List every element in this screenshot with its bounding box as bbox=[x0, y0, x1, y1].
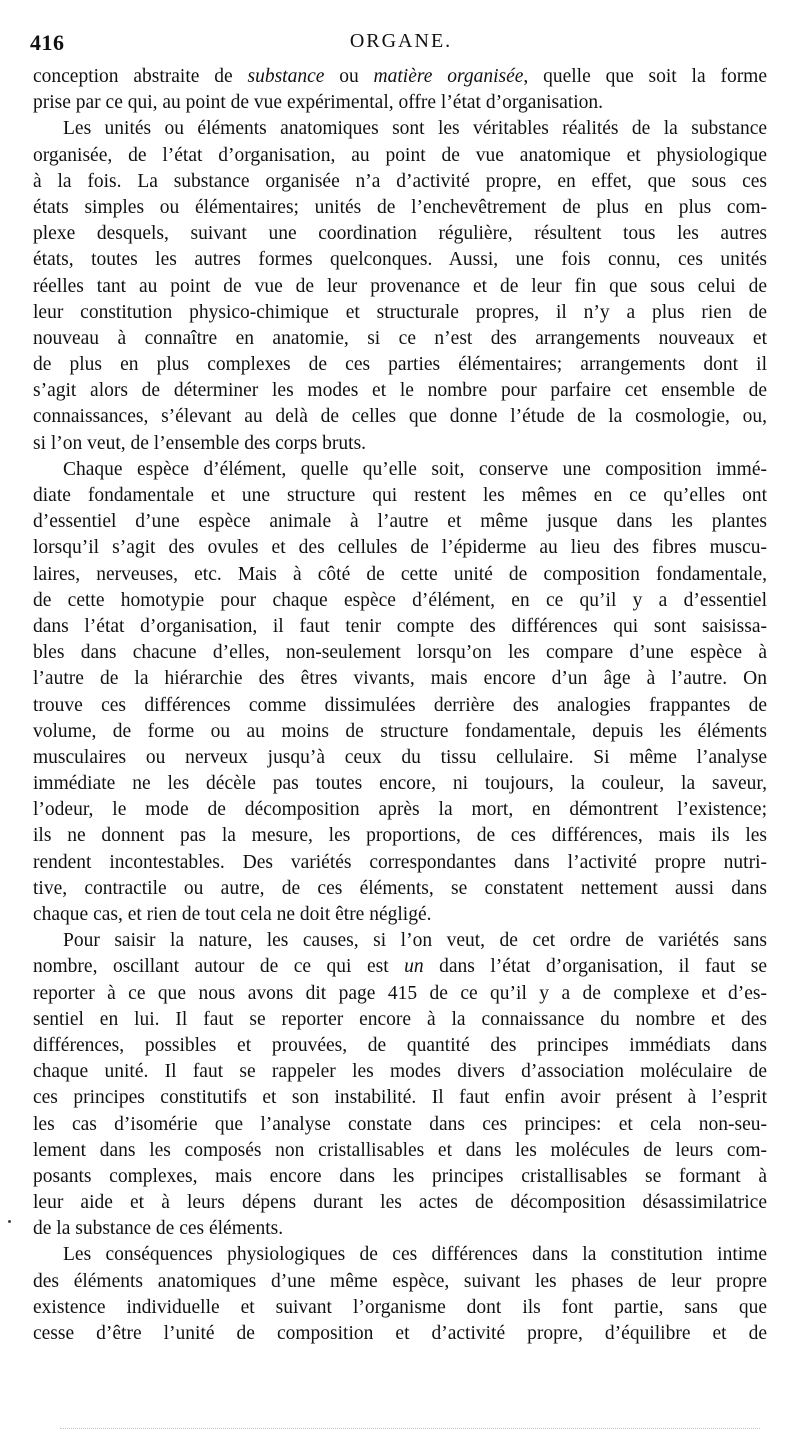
text-line bbox=[33, 954, 767, 980]
text-line: de plus en plus complexes de ces parties élémentaires; arrangements dont il bbox=[33, 354, 767, 376]
text-line: bles dans chacune d’elles, non-seulement lorsqu’on les compare d’une espèce à bbox=[33, 642, 767, 664]
text-line: à la fois. La substance organisée n’a d’activité propre, en effet, que sous ces bbox=[33, 170, 767, 192]
text-line: différences, possibles et prouvées, de quantité des principes immédiats dans bbox=[33, 1034, 767, 1056]
text-line: Les unités ou éléments anatomiques sont les véritables réalités de la substance bbox=[63, 118, 767, 140]
text-line: de cette homotypie pour chaque espèce d’élément, en ce qu’il y a d’essentiel bbox=[33, 589, 767, 611]
text-run: nombre, oscillant autour de ce qui est bbox=[33, 956, 405, 978]
paragraph bbox=[33, 64, 767, 116]
text-line: lorsqu’il s’agit des ovules et des cellules de l’épiderme au lieu des fibres muscu- bbox=[33, 537, 767, 559]
text-line: états, toutes les autres formes quelconques. Aussi, une fois connu, ces unités bbox=[33, 249, 767, 271]
italic-term: un bbox=[404, 956, 424, 978]
paragraph bbox=[33, 1242, 767, 1347]
text-line: organisée, de l’état d’organisation, au point de vue anatomique et physiologique bbox=[33, 144, 767, 166]
text-line: laires, nerveuses, etc. Mais à côté de cette unité de composition fondamentale, bbox=[33, 563, 767, 585]
text-line: cesse d’être l’unité de composition et d’activité propre, d’équilibre et de bbox=[33, 1323, 767, 1344]
text-line: leur aide et à leurs dépens durant les actes de décomposition désassimilatrice bbox=[33, 1192, 767, 1214]
text-line: leur constitution physico-chimique et structurale propres, il n’y a plus rien de bbox=[33, 301, 767, 323]
italic-term: substance bbox=[247, 66, 325, 87]
text-line: d’essentiel d’une espèce animale à l’autre et même jusque dans les plantes bbox=[33, 511, 767, 533]
bleed-through-line bbox=[60, 1428, 760, 1435]
text-line: réelles tant au point de vue de leur provenance et de leur fin que sous celui de bbox=[33, 275, 767, 297]
text-line: tive, contractile ou autre, de ces éléments, se constatent nettement aussi dans bbox=[33, 877, 767, 899]
page-number: 416 bbox=[30, 30, 65, 55]
text-line bbox=[33, 64, 767, 90]
text-line: dans l’état d’organisation, il faut tenir compte des différences qui sont saisissa- bbox=[33, 615, 767, 637]
text-line: sentiel en lui. Il faut se reporter encore à la connaissance du nombre et des bbox=[33, 1008, 767, 1030]
text-line: les cas d’isomérie que l’analyse constate dans ces principes: et cela non-seu- bbox=[33, 1113, 767, 1135]
ink-speck bbox=[8, 1220, 11, 1223]
text-line: ils ne donnent pas la mesure, les proportions, de ces différences, mais ils les bbox=[33, 825, 767, 847]
text-run: conception abstraite de bbox=[33, 66, 248, 87]
text-line: plexe desquels, suivant une coordination régulière, résultent tous les autres bbox=[33, 223, 767, 245]
text-line: existence individuelle et suivant l’organisme dont ils font partie, sans que bbox=[33, 1296, 767, 1318]
text-run: ou bbox=[324, 66, 374, 87]
text-line: ces principes constitutifs et son instabilité. Il faut enfin avoir présent à l’esprit bbox=[33, 1087, 767, 1109]
text-line: l’autre de la hiérarchie des êtres vivants, mais encore d’un âge à l’autre. On bbox=[33, 668, 767, 690]
paragraph bbox=[33, 928, 767, 1242]
text-line: états simples ou élémentaires; unités de l’enchevêtrement de plus en plus com- bbox=[33, 196, 767, 218]
text-line: diate fondamentale et une structure qui restent les mêmes en ce qu’elles ont bbox=[33, 485, 767, 506]
running-head bbox=[30, 30, 772, 60]
text-line: chaque cas, et rien de tout cela ne doit être négligé. bbox=[33, 904, 432, 925]
body-text bbox=[33, 64, 767, 1347]
text-line: s’agit alors de déterminer les modes et le nombre pour parfaire cet ensemble de bbox=[33, 380, 767, 402]
text-run: , quelle que soit la forme bbox=[523, 66, 767, 87]
text-line: prise par ce qui, au point de vue expérimental, offre l’état d’organisation. bbox=[33, 92, 603, 114]
text-line: de la substance de ces éléments. bbox=[33, 1218, 284, 1240]
text-line: Les conséquences physiologiques de ces différences dans la constitution intime bbox=[63, 1244, 767, 1266]
text-line: musculaires ou nerveux jusqu’à ceux du tissu cellulaire. Si même l’analyse bbox=[33, 746, 767, 768]
text-line: trouve ces différences comme dissimulées derrière des analogies frappantes de bbox=[33, 694, 767, 716]
running-title: ORGANE. bbox=[349, 30, 453, 52]
text-line: connaissances, s’élevant au delà de celles que donne l’étude de la cosmologie, ou, bbox=[33, 406, 767, 428]
text-line: immédiate ne les décèle pas toutes encore, ni toujours, la couleur, la saveur, bbox=[33, 773, 767, 795]
text-line: des éléments anatomiques d’une même espèce, suivant les phases de leur propre bbox=[33, 1270, 767, 1292]
paragraph bbox=[33, 116, 767, 456]
text-line: reporter à ce que nous avons dit page 415 de ce qu’il y a de complexe et d’es- bbox=[33, 982, 767, 1004]
text-run: dans l’état d’organisation, il faut se bbox=[423, 956, 767, 978]
text-line: lement dans les composés non cristallisables et dans les molécules de leurs com- bbox=[33, 1139, 767, 1161]
italic-term: matière organisée bbox=[373, 66, 524, 87]
text-line: Chaque espèce d’élément, quelle qu’elle soit, conserve une composition immé- bbox=[63, 458, 767, 480]
text-line: rendent incontestables. Des variétés correspondantes dans l’activité propre nutri- bbox=[33, 851, 767, 873]
text-line: volume, de forme ou au moins de structure fondamentale, depuis les éléments bbox=[33, 720, 767, 742]
text-run: Pour saisir la nature, les causes, si l’on veut, de cet ordre de variétés sans bbox=[63, 930, 767, 952]
text-line bbox=[33, 928, 767, 954]
paragraph bbox=[33, 457, 767, 928]
text-line: si l’on veut, de l’ensemble des corps bruts. bbox=[33, 432, 367, 454]
text-line: chaque unité. Il faut se rappeler les modes divers d’association moléculaire de bbox=[33, 1061, 767, 1083]
text-line: nouveau à connaître en anatomie, si ce n’est des arrangements nouveaux et bbox=[33, 327, 767, 349]
text-line: l’odeur, le mode de décomposition après la mort, en démontrent l’existence; bbox=[33, 799, 767, 821]
text-line: posants complexes, mais encore dans les principes cristallisables se formant à bbox=[33, 1165, 767, 1187]
